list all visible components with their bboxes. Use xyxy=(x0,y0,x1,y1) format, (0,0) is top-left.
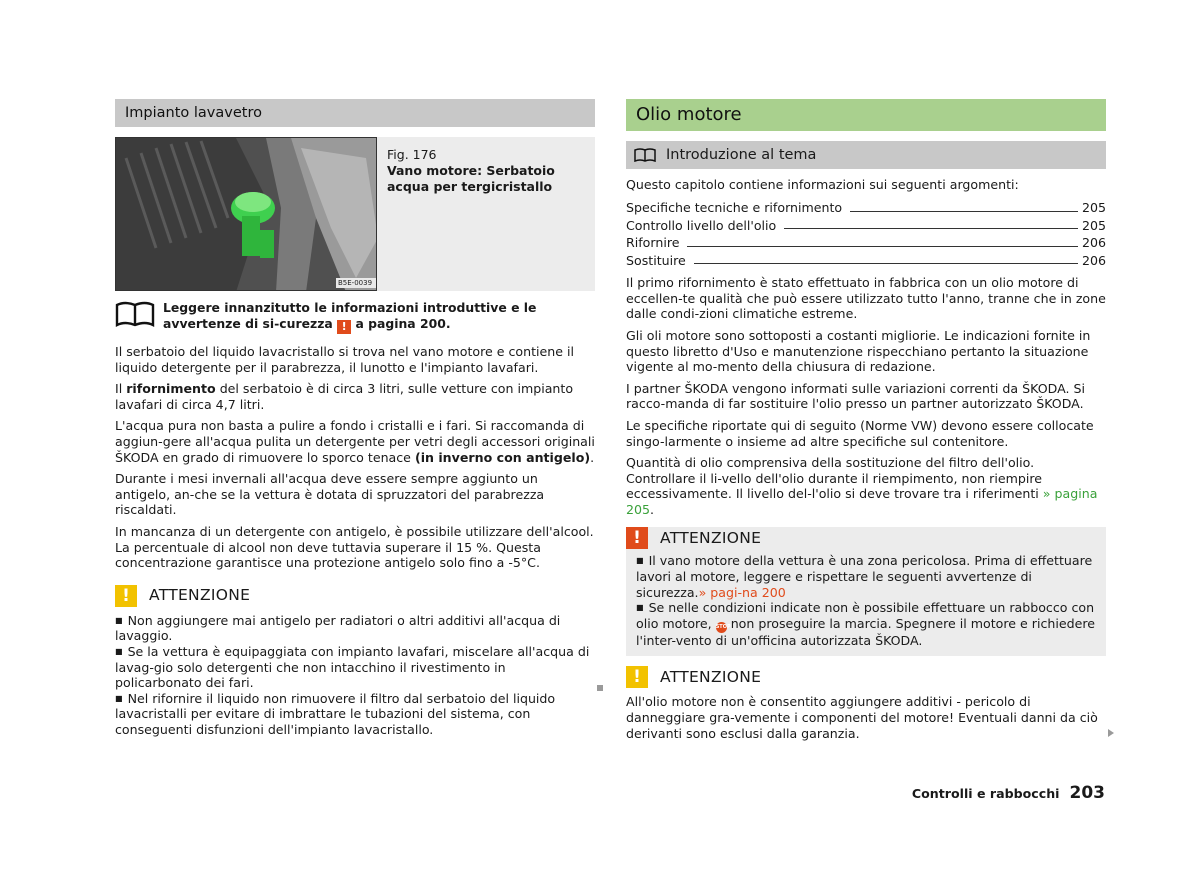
attention-item: ■ Non aggiungere mai antigelo per radiatori o altri additivi all'acqua di lavaggio. xyxy=(115,613,595,644)
page-link[interactable]: » pagi-na 200 xyxy=(698,584,786,600)
attention-header xyxy=(626,527,1106,549)
washer-body xyxy=(115,344,595,571)
attention-body xyxy=(626,694,1106,741)
attention-header xyxy=(115,585,595,607)
caution-icon: ! xyxy=(626,666,648,688)
subsection-title: Introduzione al tema xyxy=(666,147,817,163)
read-first-text: Leggere innanzitutto le informazioni introduttive e le avvertenze di si-curezza xyxy=(163,300,537,331)
attention-body xyxy=(115,613,595,738)
toc-row[interactable]: Sostituire 206 xyxy=(626,252,1106,268)
warning-icon: ! xyxy=(337,320,351,334)
paragraph: L'acqua pura non basta a pulire a fondo i cristalli e i fari. Si raccomanda di aggiun-gere all'acqua pulita un detergente per vetri degli accessori originali ŠKODA en grado di rimuovere lo sporco tenace (in inverno con antigelo). xyxy=(115,418,595,465)
right-column xyxy=(626,99,1106,741)
attention-title: ATTENZIONE xyxy=(660,667,762,686)
paragraph: Quantità di olio comprensiva della sostituzione del filtro dell'olio. Controllare il li-vello dell'olio durante il riempimento, non riempire eccessivamente. Il livello del-l'olio si deve trovare tra i riferimenti » pagina 205. xyxy=(626,455,1098,517)
attention-item: ■ Se nelle condizioni indicate non è possibile effettuare un rabbocco con olio motore, STOP non proseguire la marcia. Spegnere il motore e richiedere l'inter-vento di un'officina autorizzata ŠKODA. xyxy=(636,600,1096,648)
attention-text: All'olio motore non è consentito aggiungere additivi - pericolo di danneggiare gra-vemente i componenti del motore! Eventuali danni da ciò derivanti sono esclusi dalla garanzia. xyxy=(626,694,1098,741)
section-header-olio-motore: Olio motore xyxy=(626,99,1106,131)
caution-icon: ! xyxy=(115,585,137,607)
figure-number: Fig. 176 xyxy=(387,147,437,162)
read-first-notice xyxy=(115,300,595,334)
paragraph: Il rifornimento del serbatoio è di circa 3 litri, sulle vetture con impianto lavafari di circa 4,7 litri. xyxy=(115,381,574,412)
paragraph: In mancanza di un detergente con antigelo, è possibile utilizzare dell'alcool. La percentuale di alcool non deve tuttavia superare il 15 %. Questa concentrazione garantisce una protezione antigelo solo fino a -5°C. xyxy=(115,523,594,571)
stop-icon: STOP xyxy=(716,622,727,633)
page-number: 203 xyxy=(1069,783,1105,803)
figure-code: B5E-0039 xyxy=(338,279,373,287)
open-book-icon xyxy=(115,300,155,328)
engine-bay-illustration xyxy=(116,138,377,291)
paragraph: Il serbatoio del liquido lavacristallo si trova nel vano motore e contiene il liquido detergente per il parabrezza, il lunotto e l'impianto lavafari. xyxy=(115,344,575,375)
page-link[interactable]: » pagina 205 xyxy=(626,486,1098,517)
subsection-header xyxy=(626,141,1106,169)
end-of-section-mark xyxy=(597,685,603,691)
paragraph: Durante i mesi invernali all'acqua deve essere sempre aggiunto un antigelo, an-che se la vettura è dotata di spruzzatori del parabrezza riscaldati. xyxy=(115,471,545,518)
footer-section-title: Controlli e rabbocchi xyxy=(911,786,1060,801)
attention-item: ■ Se la vettura è equipaggiata con impianto lavafari, miscelare all'acqua di lavag-gio solo detergenti che non intacchino il rivestimento in policarbonato dei fari. xyxy=(115,644,595,691)
engine-bay-photo xyxy=(115,137,377,291)
attention-item: ■ Il vano motore della vettura è una zona pericolosa. Prima di effettuare lavori al motore, leggere e rispettare le seguenti avvertenze di sicurezza.» pagi-na 200 xyxy=(636,553,1096,600)
attention-item: ■ Nel rifornire il liquido non rimuovere il filtro dal serbatoio del liquido lavacristalli per evitare di imbrattare le tubazioni del sistema, con conseguenti disfunzioni dell'impianto lavacristallo. xyxy=(115,691,595,738)
toc-row[interactable]: Specifiche tecniche e rifornimento 205 xyxy=(626,200,1106,216)
figure-176 xyxy=(115,137,595,291)
oil-body xyxy=(626,275,1106,517)
paragraph: Gli oli motore sono sottoposti a costanti migliorie. Le indicazioni fornite in questo libretto d'Uso e manutenzione rispecchiano pertanto la situazione vigente al mo-mento della chiusura di redazione. xyxy=(626,327,1091,375)
page-footer xyxy=(911,783,1105,803)
open-book-icon xyxy=(634,148,656,162)
section-header-impianto-lavavetro: Impianto lavavetro xyxy=(115,99,595,127)
intro-paragraph: Questo capitolo contiene informazioni sui seguenti argomenti: xyxy=(626,177,1019,192)
paragraph: Le specifiche riportate qui di seguito (Norme VW) devono essere collocate singo-larmente o insieme ad altre specifiche sul contenitore. xyxy=(626,417,1094,449)
toc-row[interactable]: Rifornire 206 xyxy=(626,235,1106,251)
attention-title: ATTENZIONE xyxy=(660,528,762,547)
attention-title: ATTENZIONE xyxy=(149,585,251,604)
table-of-contents xyxy=(626,199,1106,269)
toc-row[interactable]: Controllo livello dell'olio 205 xyxy=(626,217,1106,233)
left-column xyxy=(115,99,595,737)
figure-caption xyxy=(377,137,595,291)
paragraph: I partner ŠKODA vengono informati sulle variazioni correnti da ŠKODA. Si racco-manda di far sostituire l'olio presso un partner autorizzato ŠKODA. xyxy=(626,380,1085,412)
continue-arrow-icon xyxy=(1108,729,1114,737)
warning-icon: ! xyxy=(626,527,648,549)
attention-body xyxy=(626,549,1106,656)
figure-title: Vano motore: Serbatoio acqua per tergicristallo xyxy=(387,163,555,194)
attention-header xyxy=(626,666,1106,688)
paragraph: Il primo rifornimento è stato effettuato in fabbrica con un olio motore di eccellen-te qualità che può essere utilizzato tutto l'anno, tranne che in zone dalle condi-zioni climatiche estreme. xyxy=(626,275,1106,322)
read-first-page-ref[interactable]: a pagina 200. xyxy=(355,316,451,331)
attention-box xyxy=(626,527,1106,656)
